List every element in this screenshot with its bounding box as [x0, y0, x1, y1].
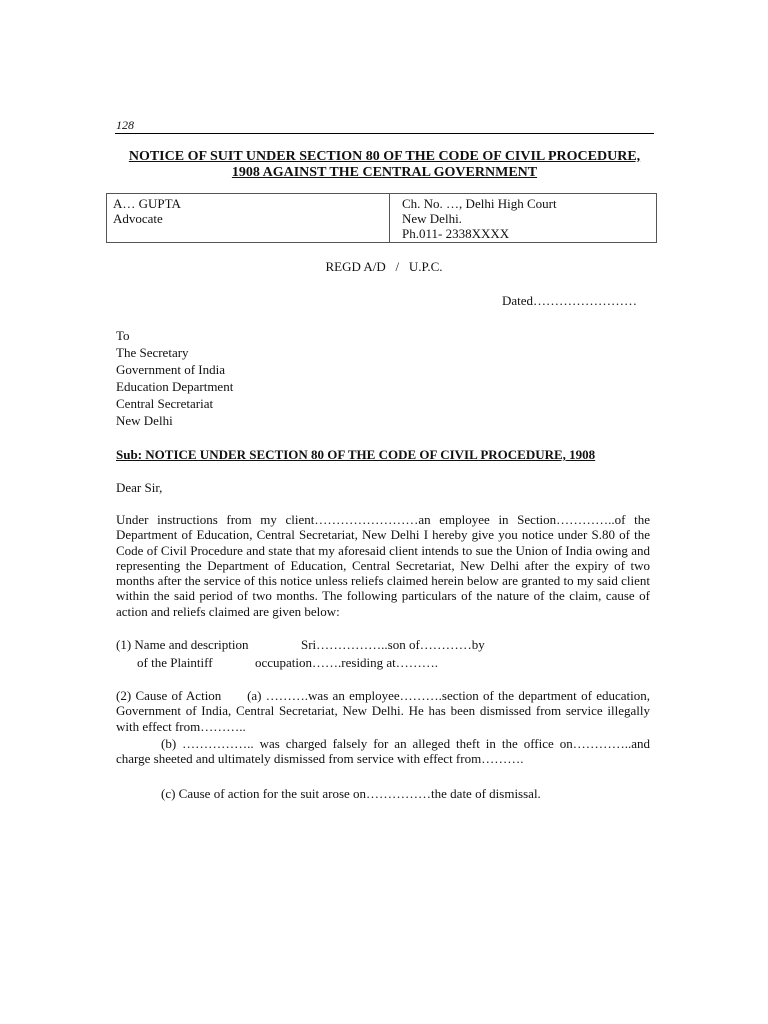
- header-rule: [115, 133, 654, 134]
- recipient-line: To: [116, 328, 130, 343]
- recipient-line: Central Secretariat: [116, 396, 214, 411]
- document-title: [110, 149, 659, 181]
- sender-box: [106, 193, 657, 243]
- dated-line: Dated……………………: [502, 293, 638, 308]
- sender-phone: Ph.011- 2338XXXX: [402, 226, 510, 241]
- cause-of-action-b: (b) …………….. was charged falsely for an alleged theft in the office on…………..and charge sheeted and ultimately dismissed from service with effect from……….: [116, 736, 650, 767]
- sender-name: A… GUPTA: [113, 196, 181, 211]
- recipient-line: Education Department: [116, 379, 234, 394]
- recipient-line: Government of India: [116, 362, 226, 377]
- recipient-line: New Delhi: [116, 413, 173, 428]
- recipient-address: [116, 327, 233, 429]
- sender-address-cell: [390, 194, 656, 242]
- item1-label: (1) Name and description: [116, 637, 249, 652]
- delivery-mode: REGD A/D / U.P.C.: [325, 259, 443, 274]
- title-line-1: NOTICE OF SUIT UNDER SECTION 80 OF THE CODE OF CIVIL PROCEDURE,: [128, 149, 641, 164]
- body-paragraph: Under instructions from my client……………………an employee in Section…………..of the Department of Education, Central Secretariat, New Delhi I hereby give you notice under S.80 of the Code of Civil Procedure and state that my aforesaid client intends to sue the Union of India owing and representing the Department of Education, Central Secretariat, New Delhi after the expiry of two months after the service of this notice unless reliefs claimed herein below are granted to my said client within the said period of two months. The following particulars of the nature of the claim, cause of action and reliefs claimed are given below:: [116, 512, 650, 619]
- item1-value-2: occupation…….residing at……….: [255, 655, 439, 670]
- page-number: 128: [116, 118, 134, 132]
- item1-value: Sri……………..son of…………by: [301, 637, 485, 652]
- sender-name-cell: [107, 194, 390, 242]
- sender-city: New Delhi.: [402, 211, 462, 226]
- title-line-2: 1908 AGAINST THE CENTRAL GOVERNMENT: [231, 165, 538, 180]
- sender-designation: Advocate: [113, 211, 163, 226]
- item1-label-2: of the Plaintiff: [137, 655, 213, 670]
- sender-chamber: Ch. No. …, Delhi High Court: [402, 196, 557, 211]
- cause-of-action-c: (c) Cause of action for the suit arose on……………the date of dismissal.: [161, 786, 541, 801]
- subject-line: Sub: NOTICE UNDER SECTION 80 OF THE CODE OF CIVIL PROCEDURE, 1908: [116, 447, 596, 462]
- salutation: Dear Sir,: [116, 480, 163, 495]
- cause-of-action-a: (2) Cause of Action (a) ……….was an employee……….section of the department of education, Government of India, Central Secretariat, New Delhi. He has been dismissed from service illegally with effect from………..: [116, 688, 654, 734]
- recipient-line: The Secretary: [116, 345, 189, 360]
